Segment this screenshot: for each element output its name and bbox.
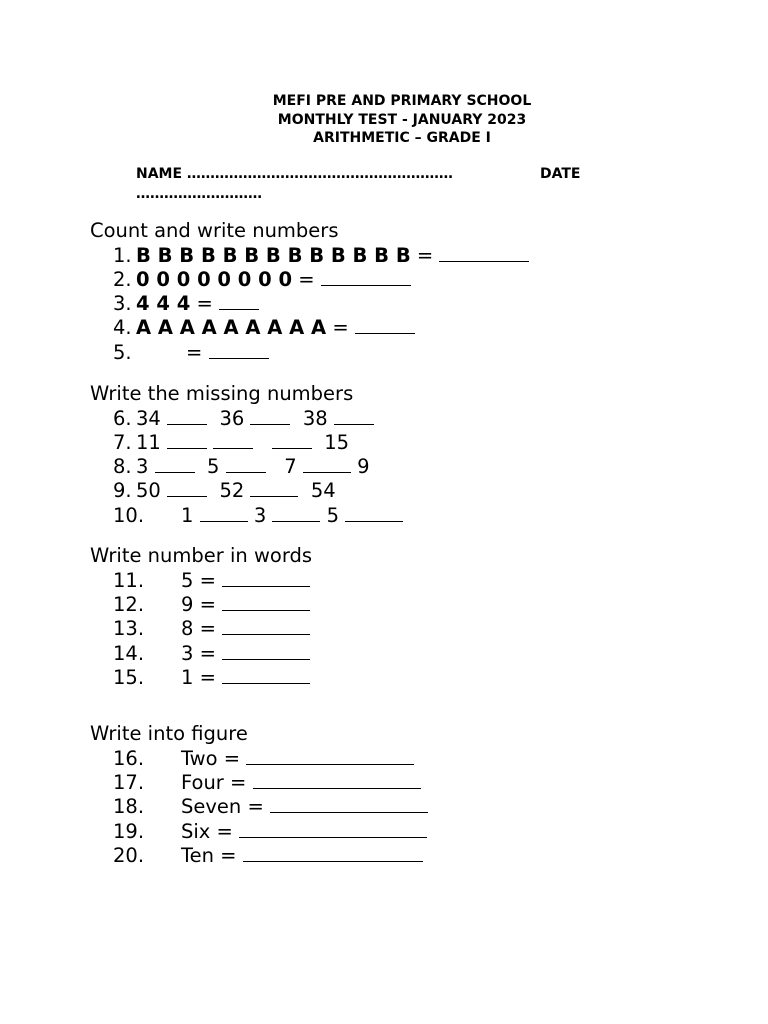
school-name: MEFI PRE AND PRIMARY SCHOOL bbox=[272, 93, 532, 109]
question-19 bbox=[113, 819, 427, 844]
section-missing-title: Write the missing numbers bbox=[90, 382, 354, 405]
question-3 bbox=[113, 291, 259, 316]
question-number: 16. bbox=[113, 747, 145, 770]
question-7 bbox=[113, 430, 349, 455]
test-title: MONTHLY TEST - JANUARY 2023 bbox=[277, 111, 527, 128]
answer-blank[interactable] bbox=[334, 406, 374, 425]
section-words-title: Write number in words bbox=[90, 544, 313, 567]
answer-blank[interactable] bbox=[167, 430, 207, 449]
answer-blank[interactable] bbox=[303, 454, 351, 473]
question-number: 10. bbox=[113, 504, 145, 527]
answer-blank[interactable] bbox=[222, 641, 310, 660]
section-count-title: Count and write numbers bbox=[90, 219, 339, 242]
question-1 bbox=[113, 243, 529, 268]
question-number: 18. bbox=[113, 795, 145, 818]
name-field[interactable]: NAME ………………………………………………… bbox=[136, 166, 453, 182]
question-17 bbox=[113, 770, 421, 795]
question-number: 1. bbox=[113, 244, 132, 267]
question-number: 20. bbox=[113, 844, 145, 867]
question-number: 15. bbox=[113, 666, 145, 689]
question-prompt: 5 = bbox=[181, 569, 216, 592]
question-number: 7. bbox=[113, 431, 132, 454]
question-12 bbox=[113, 592, 310, 617]
question-number: 19. bbox=[113, 820, 145, 843]
number: 54 bbox=[310, 479, 336, 502]
answer-blank[interactable] bbox=[250, 478, 298, 497]
count-objects: 0 0 0 0 0 0 0 0 bbox=[136, 268, 293, 291]
number: 5 bbox=[207, 455, 220, 478]
question-number: 11. bbox=[113, 569, 145, 592]
answer-blank[interactable] bbox=[167, 406, 207, 425]
question-number: 4. bbox=[113, 316, 132, 339]
question-11 bbox=[113, 568, 310, 593]
answer-blank[interactable] bbox=[226, 454, 266, 473]
answer-blank[interactable] bbox=[213, 430, 253, 449]
question-13 bbox=[113, 616, 310, 641]
question-5 bbox=[113, 340, 269, 365]
answer-blank[interactable] bbox=[250, 406, 290, 425]
number: 3 bbox=[136, 455, 149, 478]
count-objects: 4 4 4 bbox=[136, 292, 191, 315]
date-label: DATE bbox=[540, 166, 581, 182]
worksheet-header bbox=[0, 92, 768, 148]
question-20 bbox=[113, 843, 423, 868]
number: 1 bbox=[181, 504, 194, 527]
answer-blank[interactable] bbox=[219, 291, 259, 310]
answer-blank[interactable] bbox=[222, 592, 310, 611]
question-prompt: Seven = bbox=[181, 795, 264, 818]
answer-blank[interactable] bbox=[222, 665, 310, 684]
question-number: 9. bbox=[113, 479, 132, 502]
question-18 bbox=[113, 794, 428, 819]
answer-blank[interactable] bbox=[167, 478, 207, 497]
answer-blank[interactable] bbox=[222, 616, 310, 635]
question-8 bbox=[113, 454, 370, 479]
answer-blank[interactable] bbox=[439, 243, 529, 262]
question-prompt: Two = bbox=[181, 747, 241, 770]
answer-blank[interactable] bbox=[272, 430, 312, 449]
question-number: 8. bbox=[113, 455, 132, 478]
question-14 bbox=[113, 641, 310, 666]
equals-sign: = bbox=[196, 292, 213, 315]
number: 11 bbox=[136, 431, 161, 454]
number: 34 bbox=[136, 407, 161, 430]
question-prompt: 1 = bbox=[181, 666, 216, 689]
question-10 bbox=[113, 503, 403, 528]
question-number: 5. bbox=[113, 341, 132, 364]
answer-blank[interactable] bbox=[246, 746, 414, 765]
question-number: 12. bbox=[113, 593, 145, 616]
equals-sign: = bbox=[186, 341, 203, 364]
answer-blank[interactable] bbox=[270, 794, 428, 813]
name-date-row bbox=[136, 164, 606, 204]
question-prompt: 9 = bbox=[181, 593, 216, 616]
question-prompt: Six = bbox=[181, 820, 233, 843]
count-objects: B B B B B B B B B B B B B bbox=[136, 244, 411, 267]
number: 7 bbox=[284, 455, 297, 478]
number: 36 bbox=[219, 407, 245, 430]
number: 5 bbox=[326, 504, 340, 527]
answer-blank[interactable] bbox=[200, 503, 248, 522]
number: 38 bbox=[302, 407, 328, 430]
answer-blank[interactable] bbox=[222, 568, 310, 587]
question-prompt: 3 = bbox=[181, 642, 216, 665]
number: 9 bbox=[357, 455, 370, 478]
question-6 bbox=[113, 406, 374, 431]
question-prompt: Ten = bbox=[181, 844, 237, 867]
question-prompt: 8 = bbox=[181, 617, 216, 640]
question-number: 6. bbox=[113, 407, 132, 430]
answer-blank[interactable] bbox=[345, 503, 403, 522]
section-figure-title: Write into figure bbox=[90, 722, 248, 745]
equals-sign: = bbox=[416, 244, 434, 267]
question-number: 3. bbox=[113, 292, 132, 315]
question-number: 13. bbox=[113, 617, 145, 640]
question-16 bbox=[113, 746, 414, 771]
answer-blank[interactable] bbox=[355, 315, 415, 334]
answer-blank[interactable] bbox=[272, 503, 320, 522]
equals-sign: = bbox=[298, 268, 315, 291]
question-number: 14. bbox=[113, 642, 145, 665]
subject-grade: ARITHMETIC – GRADE I bbox=[313, 130, 491, 146]
question-4 bbox=[113, 315, 415, 340]
number: 52 bbox=[219, 479, 245, 502]
question-prompt: Four = bbox=[181, 771, 247, 794]
question-9 bbox=[113, 478, 336, 503]
date-field[interactable]: ……………………… bbox=[136, 186, 262, 202]
question-number: 2. bbox=[113, 268, 132, 291]
answer-blank[interactable] bbox=[239, 819, 427, 838]
equals-sign: = bbox=[332, 316, 349, 339]
answer-blank[interactable] bbox=[243, 843, 423, 862]
question-number: 17. bbox=[113, 771, 145, 794]
answer-blank[interactable] bbox=[253, 770, 421, 789]
answer-blank[interactable] bbox=[209, 340, 269, 359]
number: 50 bbox=[136, 479, 161, 502]
count-objects: A A A A A A A A A bbox=[136, 316, 327, 339]
question-2 bbox=[113, 267, 411, 292]
answer-blank[interactable] bbox=[321, 267, 411, 286]
number: 3 bbox=[253, 504, 267, 527]
answer-blank[interactable] bbox=[155, 454, 195, 473]
question-15 bbox=[113, 665, 310, 690]
number: 15 bbox=[324, 431, 350, 454]
